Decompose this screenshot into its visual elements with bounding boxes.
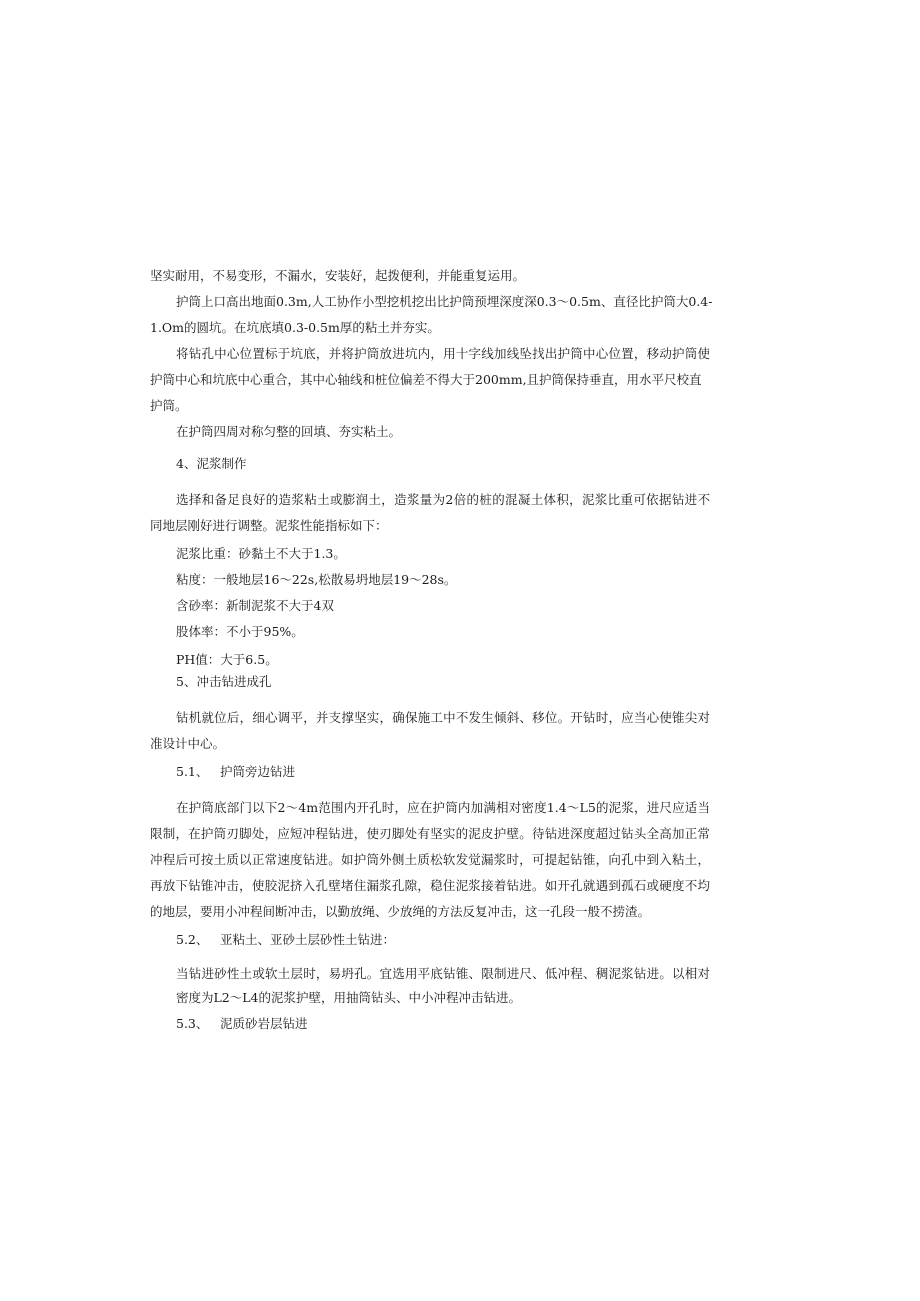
paragraph-first-line: 钻机就位后，细心调平，并支撑坚实，确保施工中不发生倾斜、移位。开钻时，应当心使锥尖对 xyxy=(176,710,710,725)
section-heading-4: 4、泥浆制作 xyxy=(176,456,247,471)
text-line: 1.Om的圆坑。在坑底填0.3-0.5m厚的粘土并夯实。 xyxy=(150,320,440,335)
section-heading-5-3 xyxy=(176,1016,710,1032)
text-line: 坚实耐用，不易变形，不漏水，安装好，起拨便利，并能重复运用。 xyxy=(150,268,526,283)
section-number: 5.1、 xyxy=(176,764,209,779)
section-title: 泥质砂岩层钻进 xyxy=(219,1016,308,1031)
spec-mud-density: 泥浆比重：砂黏土不大于1.3。 xyxy=(176,546,346,561)
section-heading-5-1 xyxy=(176,764,710,780)
spec-ph-value: PH值：大于6.5。 xyxy=(176,652,278,667)
text-line: 限制，在护筒刃脚处，应短冲程钻进，使刃脚处有坚实的泥皮护壁。待钻进深度超过钻头全高加正常 xyxy=(150,826,710,841)
text-line: 再放下钻锥冲击，使胶泥挤入孔壁堵住漏浆孔隙，稳住泥浆接着钻进。如开孔就遇到孤石或硬度不均 xyxy=(150,878,710,893)
text-line: 密度为L2～L4的泥浆护壁，用抽筒钻头、中小冲程冲击钻进。 xyxy=(176,990,522,1005)
paragraph-first-line: 选择和备足良好的造浆粘土或膨润土，造浆量为2倍的桩的混凝土体积，泥浆比重可依据钻进不 xyxy=(176,492,710,507)
section-heading-5: 5、冲击钻进成孔 xyxy=(176,674,272,689)
text-line: 冲程后可按土质以正常速度钻进。如护筒外侧土质松软发觉漏浆时，可提起钻锥，向孔中到入粘土， xyxy=(150,852,710,867)
text-line: 准设计中心。 xyxy=(150,736,226,751)
spec-viscosity: 粘度：一般地层16～22s,松散易坍地层19～28s。 xyxy=(176,572,457,587)
paragraph-first-line: 当钻进砂性土或软土层时，易坍孔。宜选用平底钻锥、限制进尺、低冲程、稠泥浆钻进。以相对 xyxy=(176,966,710,981)
spec-colloid-rate: 股体率：不小于95%。 xyxy=(176,624,304,639)
paragraph-first-line: 在护筒底部门以下2～4m范围内开孔时，应在护筒内加满相对密度1.4～L5的泥浆，进尺应适当 xyxy=(176,800,710,815)
paragraph-first-line: 将钻孔中心位置标于坑底，并将护筒放进坑内，用十字线加线坠找出护筒中心位置，移动护筒使 xyxy=(176,346,710,361)
text-line: 护筒中心和坑底中心重合，其中心轴线和桩位偏差不得大于200mm,且护筒保持垂直，用水平尺校直 xyxy=(150,372,702,387)
section-heading-5-2 xyxy=(176,932,710,948)
paragraph-first-line: 在护筒四周对称匀整的回填、夯实粘土。 xyxy=(176,424,402,439)
text-line: 的地层，要用小冲程间断冲击，以勤放绳、少放绳的方法反复冲击，这一孔段一般不捞渣。 xyxy=(150,904,651,919)
section-number: 5.3、 xyxy=(176,1016,209,1031)
section-number: 5.2、 xyxy=(176,932,209,947)
text-line: 护筒。 xyxy=(150,398,188,413)
section-title: 护筒旁边钻进 xyxy=(219,764,295,779)
spec-sand-content: 含砂率：新制泥浆不大于4双 xyxy=(176,598,334,613)
section-title: 亚粘土、亚砂土层砂性土钻进： xyxy=(219,932,395,947)
text-line: 同地层刚好进行调整。泥浆性能指标如下： xyxy=(150,518,388,533)
paragraph-first-line: 护筒上口高出地面0.3m,人工协作小型挖机挖出比护筒预埋深度深0.3～0.5m、直径比护筒大0.4- xyxy=(176,294,713,309)
